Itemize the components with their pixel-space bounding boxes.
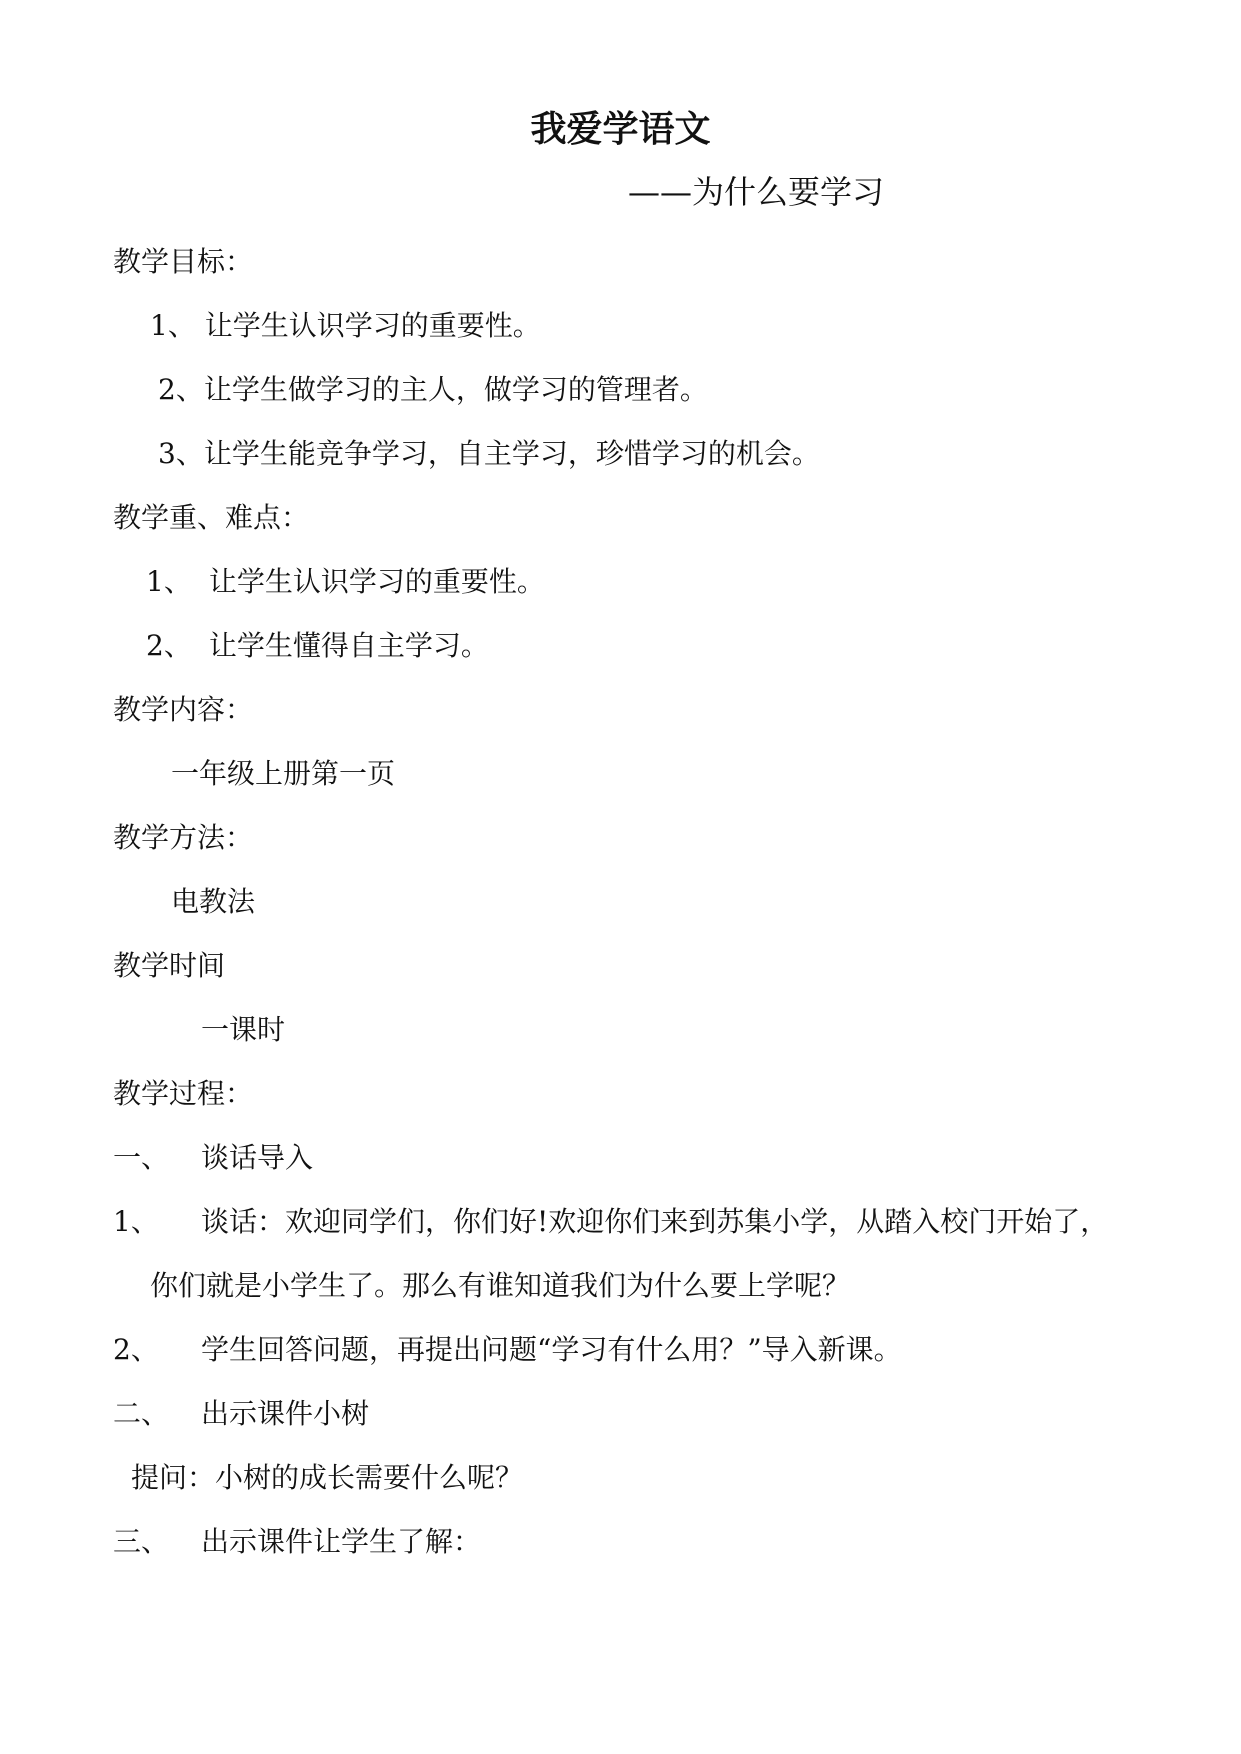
objective-item-text: 让学生做学习的主人，做学习的管理者。 — [203, 373, 708, 406]
key-point-item-number: 2、 — [146, 629, 192, 662]
key-point-item-1 — [146, 564, 545, 600]
objective-item-number: 3、 — [158, 437, 204, 470]
process-section-3 — [113, 1524, 481, 1560]
key-point-item-number: 1、 — [146, 565, 192, 598]
process-step-1 — [113, 1204, 1108, 1240]
content-heading: 教学内容： — [113, 693, 254, 726]
key-points-heading: 教学重、难点： — [113, 501, 310, 534]
section-number: 三、 — [113, 1525, 170, 1558]
step-text: 谈话：欢迎同学们，你们好!欢迎你们来到苏集小学，从踏入校门开始了， — [201, 1205, 1109, 1238]
key-point-item-text: 让学生认识学习的重要性。 — [208, 565, 545, 598]
process-step-2 — [113, 1332, 902, 1368]
objective-item-text: 让学生能竞争学习，自主学习，珍惜学习的机会。 — [203, 437, 820, 470]
method-text: 电教法 — [171, 885, 256, 918]
content-text: 一年级上册第一页 — [171, 757, 396, 790]
time-text: 一课时 — [201, 1013, 286, 1046]
key-point-item-text: 让学生懂得自主学习。 — [208, 629, 489, 662]
process-question: 提问：小树的成长需要什么呢？ — [131, 1461, 524, 1494]
document-subtitle: ——为什么要学习 — [628, 173, 885, 211]
objective-item-text: 让学生认识学习的重要性。 — [204, 309, 541, 342]
process-section-2 — [113, 1396, 369, 1432]
objective-item-number: 2、 — [158, 373, 204, 406]
step-text: 学生回答问题，再提出问题“学习有什么用？”导入新课。 — [201, 1333, 902, 1366]
section-number: 二、 — [113, 1397, 170, 1430]
step-number: 1、 — [113, 1205, 159, 1238]
step-number: 2、 — [113, 1333, 159, 1366]
section-number: 一、 — [113, 1141, 170, 1174]
objectives-heading: 教学目标： — [113, 245, 254, 278]
objective-item-3 — [158, 436, 820, 472]
objective-item-number: 1、 — [150, 309, 196, 342]
section-text: 出示课件小树 — [201, 1397, 370, 1430]
section-text: 出示课件让学生了解： — [201, 1525, 482, 1558]
process-step-1-continuation: 你们就是小学生了。那么有谁知道我们为什么要上学呢？ — [150, 1269, 851, 1302]
section-text: 谈话导入 — [201, 1141, 314, 1174]
objective-item-2 — [158, 372, 708, 408]
key-point-item-2 — [146, 628, 489, 664]
method-heading: 教学方法： — [113, 821, 254, 854]
time-heading: 教学时间 — [113, 949, 226, 982]
process-section-1 — [113, 1140, 313, 1176]
objective-item-1 — [150, 308, 541, 344]
document-title: 我爱学语文 — [530, 109, 711, 150]
process-heading: 教学过程： — [113, 1077, 254, 1110]
